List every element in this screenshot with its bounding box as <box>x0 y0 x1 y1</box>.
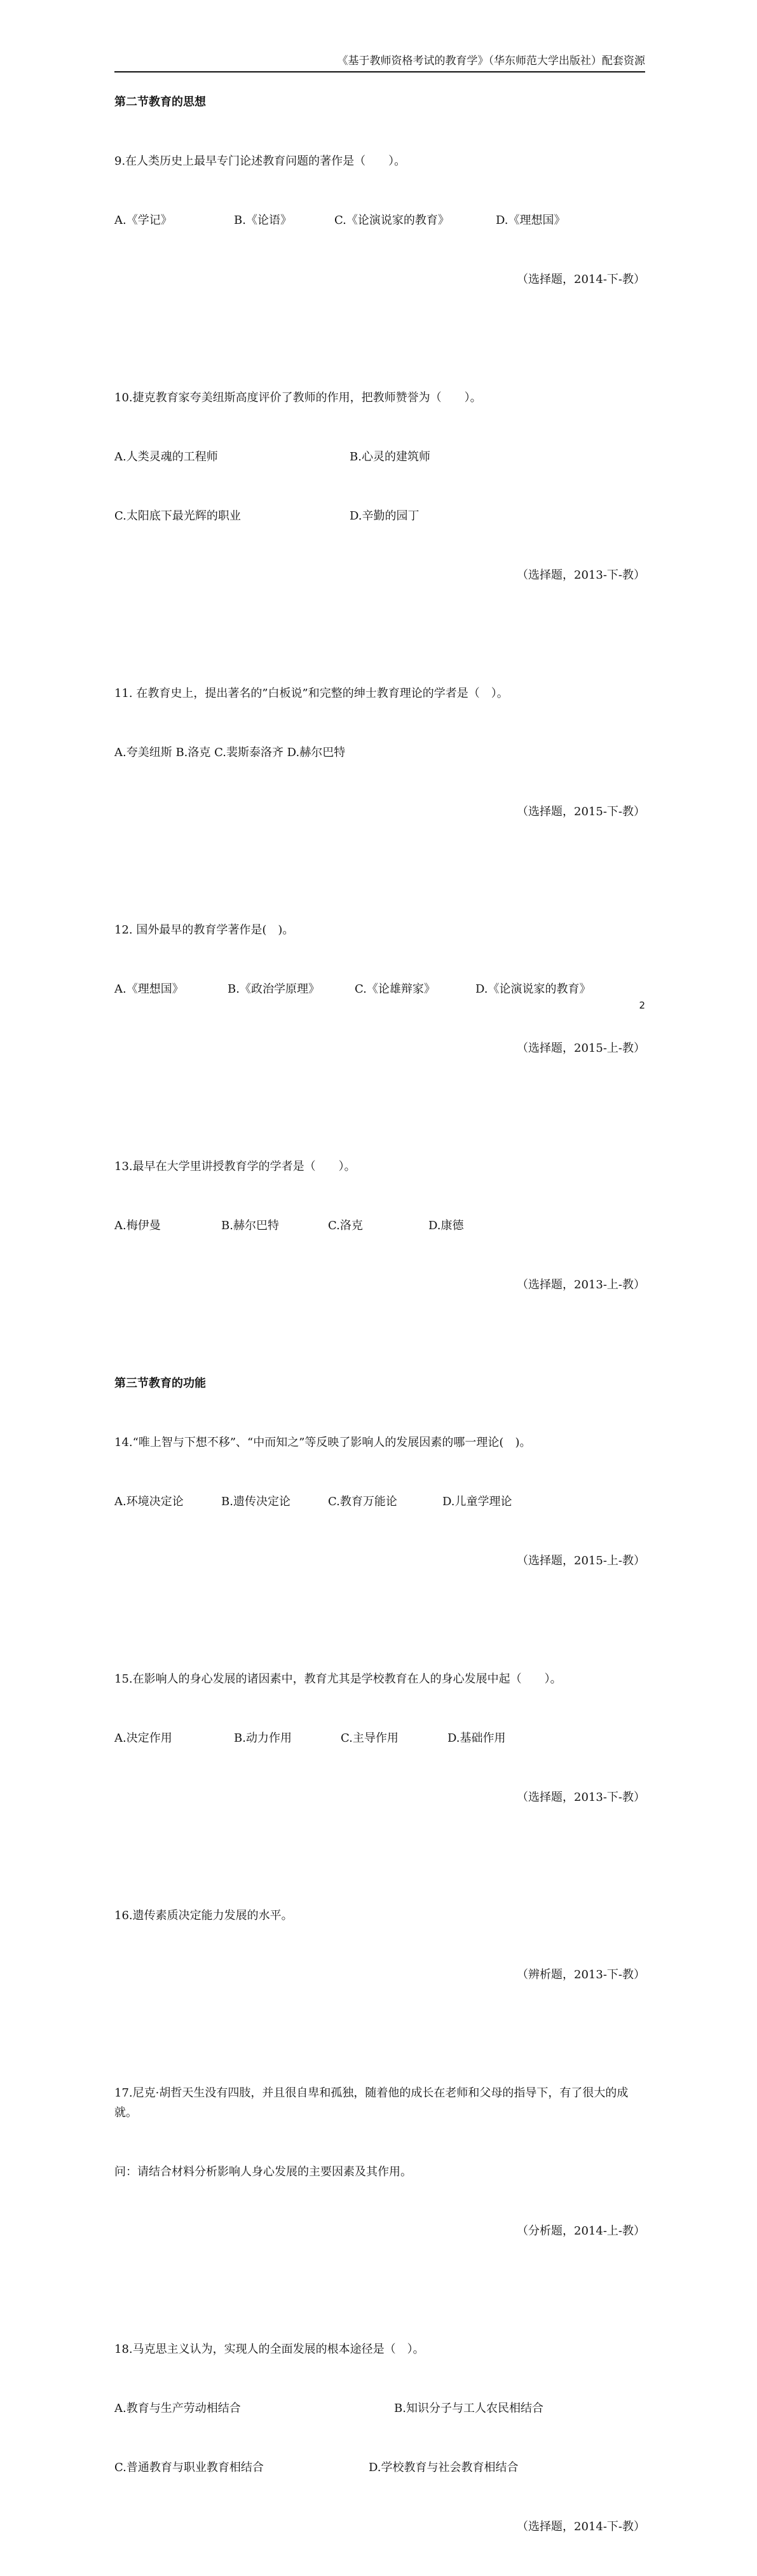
question-stem: 18.马克思主义认为，实现人的全面发展的根本途径是（ ）。 <box>114 2343 425 2356</box>
question-source: （选择题，2013-上-教） <box>517 1278 645 1291</box>
section-title: 第三节教育的功能 <box>114 1377 206 1390</box>
question-17 <box>114 2044 645 2280</box>
question-prompt: 问：请结合材料分析影响人身心发展的主要因素及其作用。 <box>114 2165 412 2179</box>
question-15 <box>114 1630 645 1847</box>
option-c: C.教育万能论 <box>328 1495 397 1508</box>
option-a: A.梅伊曼 <box>114 1219 161 1232</box>
question-12 <box>114 881 645 1098</box>
question-9 <box>114 112 645 329</box>
options-line: A.夸美纽斯 B.洛克 C.裴斯泰洛齐 D.赫尔巴特 <box>114 746 346 759</box>
option-b: B.动力作用 <box>234 1732 292 1745</box>
question-source: （选择题，2014-下-教） <box>517 273 645 286</box>
page-number: 2 <box>639 1000 645 1011</box>
question-source: （选择题，2015-下-教） <box>517 805 645 818</box>
option-b: B.赫尔巴特 <box>221 1219 279 1232</box>
option-d: D.《论演说家的教育》 <box>475 982 591 996</box>
question-source: （选择题，2013-下-教） <box>517 568 645 582</box>
question-10 <box>114 348 645 624</box>
question-stem: 12. 国外最早的教育学著作是( )。 <box>114 923 294 937</box>
header-rule <box>114 71 645 72</box>
options-row <box>114 2458 645 2477</box>
option-c: C.普通教育与职业教育相结合 <box>114 2461 264 2474</box>
option-b: B.知识分子与工人农民相结合 <box>394 2402 543 2415</box>
question-16 <box>114 1866 645 2024</box>
option-a: A.《理想国》 <box>114 982 184 996</box>
question-stem: 17.尼克·胡哲天生没有四肢，并且很自卑和孤独，随着他的成长在老师和父母的指导下，有了很大的成就。 <box>114 2086 629 2119</box>
question-13 <box>114 1117 645 1334</box>
option-c: C.太阳底下最光辉的职业 <box>114 509 241 523</box>
option-b: B.遗传决定论 <box>221 1495 290 1508</box>
question-source: （辨析题，2013-下-教） <box>517 1968 645 1981</box>
option-b: B.《政治学原理》 <box>228 982 320 996</box>
option-d: D.康德 <box>428 1219 464 1232</box>
option-a: A.人类灵魂的工程师 <box>114 450 218 464</box>
option-d: D.《理想国》 <box>496 214 566 227</box>
option-b: B.心灵的建筑师 <box>350 450 430 464</box>
option-b: B.《论语》 <box>234 214 292 227</box>
option-a: A.教育与生产劳动相结合 <box>114 2402 241 2415</box>
option-a: A.环境决定论 <box>114 1495 184 1508</box>
question-stem: 16.遗传素质决定能力发展的水平。 <box>114 1909 293 1922</box>
options-row <box>114 506 645 526</box>
running-header: 《基于教师资格考试的教育学》（华东师范大学出版社）配套资源 <box>337 55 645 67</box>
options-row <box>114 2399 645 2418</box>
options-row <box>114 1492 645 1512</box>
question-source: （选择题，2015-上-教） <box>517 1554 645 1567</box>
question-14 <box>114 1393 645 1610</box>
question-source: （选择题，2014-下-教） <box>517 2520 645 2533</box>
question-stem: 9.在人类历史上最早专门论述教育问题的著作是（ ）。 <box>114 155 406 168</box>
question-18 <box>114 2300 645 2576</box>
option-d: D.学校教育与社会教育相结合 <box>369 2461 519 2474</box>
options-row <box>114 979 645 999</box>
question-11 <box>114 644 645 861</box>
section-title: 第二节教育的思想 <box>114 95 206 109</box>
option-d: D.基础作用 <box>447 1732 506 1745</box>
option-a: A.决定作用 <box>114 1732 172 1745</box>
options-row <box>114 1728 645 1748</box>
question-stem: 15.在影响人的身心发展的诸因素中，教育尤其是学校教育在人的身心发展中起（ ）。 <box>114 1672 562 1686</box>
page-content <box>114 92 645 2576</box>
question-source: （选择题，2015-上-教） <box>517 1042 645 1055</box>
question-stem: 10.捷克教育家夸美纽斯高度评价了教师的作用，把教师赞誉为（ ）。 <box>114 391 482 404</box>
option-c: C.《论雄辩家》 <box>355 982 435 996</box>
question-source: （分析题，2014-上-教） <box>517 2224 645 2238</box>
option-d: D.儿童学理论 <box>442 1495 512 1508</box>
options-row <box>114 210 645 230</box>
option-d: D.辛勤的园丁 <box>350 509 419 523</box>
options-row <box>114 1216 645 1236</box>
option-c: C.洛克 <box>328 1219 363 1232</box>
question-stem: 14.“唯上智与下想不移”、“中而知之”等反映了影响人的发展因素的哪一理论( )。 <box>114 1436 531 1449</box>
option-c: C.《论演说家的教育》 <box>334 214 449 227</box>
question-stem: 13.最早在大学里讲授教育学的学者是（ ）。 <box>114 1160 356 1173</box>
option-a: A.《学记》 <box>114 214 172 227</box>
option-c: C.主导作用 <box>341 1732 399 1745</box>
question-stem: 11. 在教育史上，提出著名的”白板说”和完整的绅士教育理论的学者是（ ）。 <box>114 687 508 700</box>
options-row <box>114 447 645 467</box>
question-source: （选择题，2013-下-教） <box>517 1791 645 1804</box>
